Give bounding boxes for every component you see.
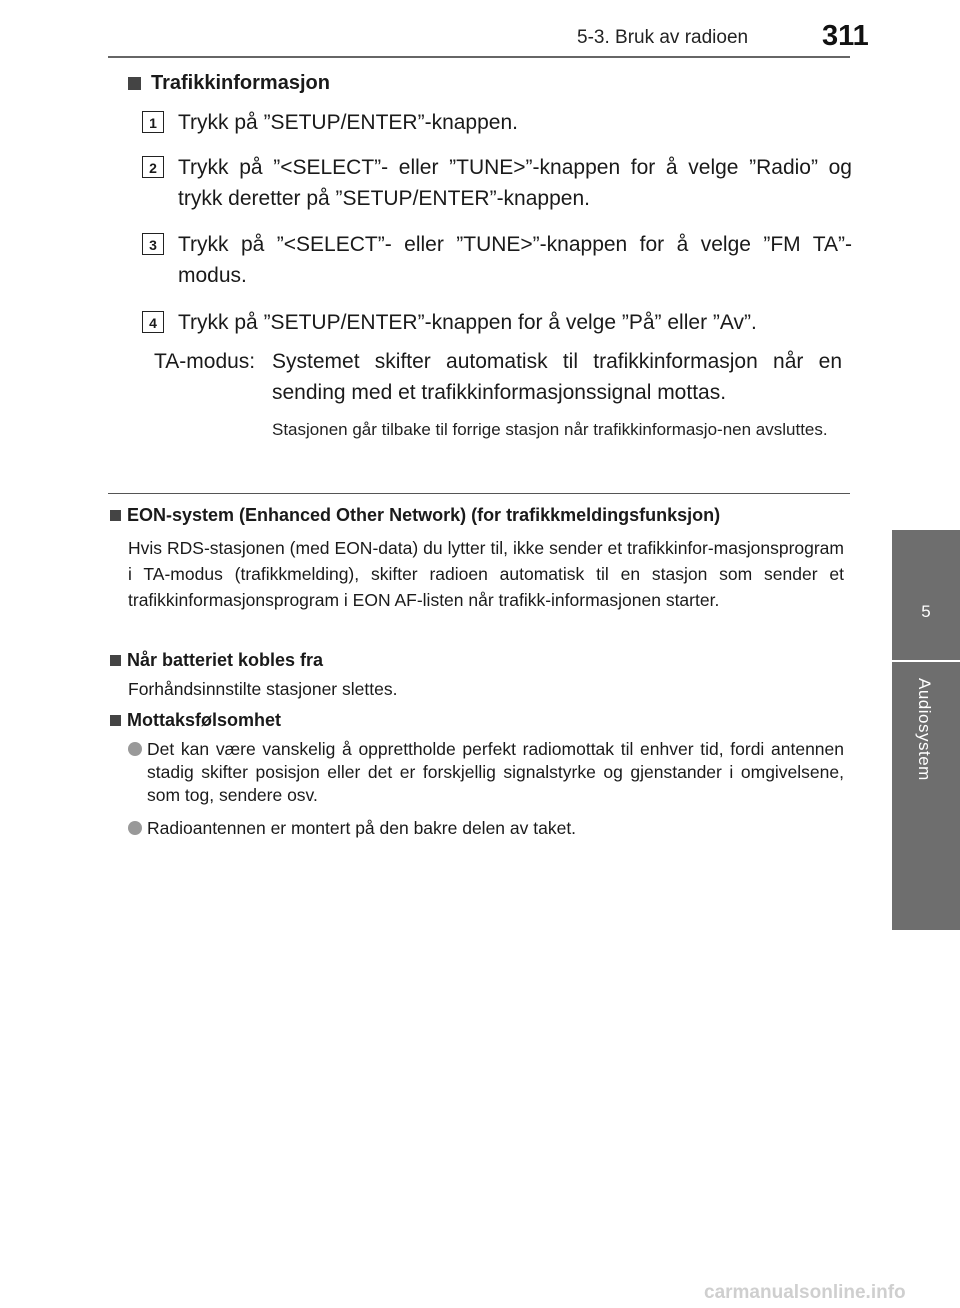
step-text: Trykk på ”<SELECT”- eller ”TUNE>”-knappen for å velge ”Radio” og trykk deretter på ”SETUP/ENTER”-knappen. [178,156,852,210]
step-number-badge: 4 [142,311,164,333]
page-number: 311 [822,20,869,52]
chapter-number: 5 [921,602,931,621]
header-section-title: 5-3. Bruk av radioen [577,27,749,48]
step-text: Trykk på ”<SELECT”- eller ”TUNE>”-knappen for å velge ”FM TA”-modus. [178,233,852,287]
chapter-tab-top [892,530,960,662]
square-bullet-icon [110,715,121,726]
square-bullet-icon [110,510,121,521]
ta-mode-note: Stasjonen går tilbake til forrige stasjon når trafikkinformasjo-nen avsluttes. [272,420,828,439]
section-divider [108,493,850,494]
battery-title: Når batteriet kobles fra [127,650,324,670]
chapter-side-tab [892,530,960,930]
reception-title: Mottaksfølsomhet [127,710,282,730]
step-text: Trykk på ”SETUP/ENTER”-knappen for å velge ”På” eller ”Av”. [178,311,757,334]
bullet-text: Det kan være vanskelig å opprettholde perfekt radiomottak til enhver tid, fordi antennen stadig skifter posisjon eller det er forskjellig signalstyrke og gjenstander i omgivelsene, som tog, sendere osv. [147,739,844,805]
step-4 [142,307,852,338]
header-rule [108,56,850,58]
ta-mode-term: TA-modus: [154,350,256,373]
circle-bullet-icon [128,742,142,756]
battery-paragraph: Forhåndsinnstilte stasjoner slettes. [128,679,398,699]
square-bullet-icon [128,77,141,90]
traffic-section-heading [128,72,330,95]
square-bullet-icon [110,655,121,666]
ta-mode-definition: Systemet skifter automatisk til trafikkinformasjon når en sending med et trafikkinformasjonssignal mottas. [272,350,842,404]
step-1 [142,107,852,138]
reception-bullet-1 [128,738,844,807]
step-number-badge: 1 [142,111,164,133]
watermark: carmanualsonline.info [704,1282,906,1303]
step-2 [142,152,852,214]
chapter-label: Audiosystem [915,678,934,781]
eon-paragraph: Hvis RDS-stasjonen (med EON-data) du lytter til, ikke sender et trafikkinfor-masjonsprogram i TA-modus (trafikkmelding), skifter radioen automatisk til en stasjon som sender et trafikkinformasjonsprogram i EON AF-listen når trafikk-informasjonen starter. [128,538,844,610]
step-number-badge: 3 [142,233,164,255]
traffic-section-title: Trafikkinformasjon [151,72,330,94]
reception-heading [110,710,281,731]
circle-bullet-icon [128,821,142,835]
step-number-badge: 2 [142,156,164,178]
reception-bullet-2 [128,817,844,840]
step-3 [142,229,852,291]
step-text: Trykk på ”SETUP/ENTER”-knappen. [178,111,518,134]
eon-title: EON-system (Enhanced Other Network) (for trafikkmeldingsfunksjon) [127,505,721,525]
bullet-text: Radioantennen er montert på den bakre delen av taket. [147,818,577,838]
eon-heading [110,505,720,526]
battery-heading [110,650,323,671]
